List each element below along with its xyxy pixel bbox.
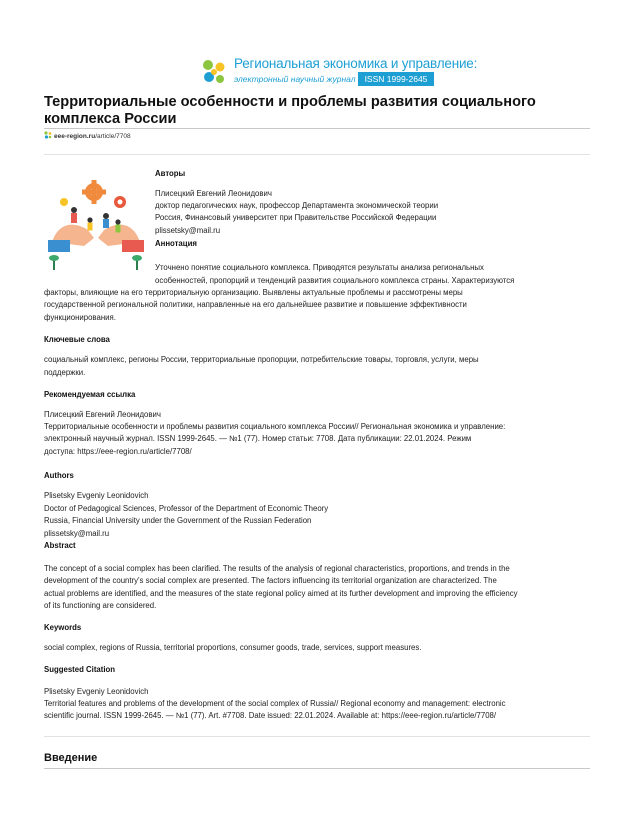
ru-citation-author: Плисецкий Евгений Леонидович bbox=[44, 410, 161, 419]
en-abstract-line: development of the country's social complex are presented. The factors influencing its territorial organization are characterized. The bbox=[44, 576, 497, 585]
ru-abstract-line: особенностей, пропорций и тенденций развития социального комплекса страны. Характеризуются bbox=[155, 276, 515, 285]
small-gear-icon bbox=[114, 196, 126, 208]
url-host: eee-region.ru bbox=[54, 133, 96, 140]
ru-abstract-line: функционирования. bbox=[44, 313, 116, 322]
journal-logo[interactable] bbox=[200, 56, 478, 88]
en-author-name: Plisetsky Evgeniy Leonidovich bbox=[44, 491, 149, 500]
en-authors-heading: Authors bbox=[44, 471, 74, 480]
ru-abstract-line: государственной региональной политики, направленные на его дальнейшее развитие и повышение эффективности bbox=[44, 300, 467, 309]
article-illustration bbox=[44, 172, 148, 272]
en-citation-heading: Suggested Citation bbox=[44, 665, 116, 674]
en-abstract-line: of its functioning are considered. bbox=[44, 601, 157, 610]
ru-abstract-line: факторы, влияющие на его территориальную организацию. Выявлены актуальные проблемы и рассмотрены меры bbox=[44, 288, 463, 297]
en-citation-line[interactable]: scientific journal. ISSN 1999-2645. — №1 (77). Art. #7708. Date issued: 22.01.2024. Available at: https://eee-region.ru/article/7708/ bbox=[44, 711, 497, 720]
journal-issn-badge: ISSN 1999-2645 bbox=[358, 72, 434, 86]
section-heading: Введение bbox=[44, 752, 98, 764]
ru-author-affiliation: Россия, Финансовый университет при Правительстве Российской Федерации bbox=[155, 213, 437, 222]
section-divider bbox=[44, 736, 590, 737]
journal-title: Региональная экономика и управление: bbox=[234, 56, 478, 71]
ru-author-email[interactable]: plissetsky@mail.ru bbox=[155, 226, 221, 235]
url-divider bbox=[44, 154, 590, 155]
en-author-affiliation: Russia, Financial University under the Government of the Russian Federation bbox=[44, 516, 312, 525]
journal-logo-icon bbox=[200, 58, 228, 86]
gear-icon bbox=[82, 180, 106, 204]
plant-icon bbox=[49, 255, 142, 270]
en-author-email[interactable]: plissetsky@mail.ru bbox=[44, 529, 110, 538]
ru-abstract-line: Уточнено понятие социального комплекса. Приводятся результаты анализа региональных bbox=[155, 263, 484, 272]
en-abstract-line: actual problems are identified, and the measures of the state regional policy aimed at its further development and improving the efficiency bbox=[44, 589, 518, 598]
ru-citation-line: Территориальные особенности и проблемы развития социального комплекса России// Региональная экономика и управление: bbox=[44, 422, 506, 431]
en-citation-author: Plisetsky Evgeniy Leonidovich bbox=[44, 687, 149, 696]
ru-citation-line: электронный научный журнал. ISSN 1999-2645. — №1 (77). Номер статьи: 7708. Дата публикации: 22.01.2024. Режим bbox=[44, 434, 472, 443]
ru-keywords-line: социальный комплекс, регионы России, территориальные пропорции, потребительские товары, торговля, услуги, меры bbox=[44, 355, 479, 364]
article-title: Территориальные особенности и проблемы развития социального комплекса России bbox=[44, 94, 536, 127]
en-abstract-line: The concept of a social complex has been clarified. The results of the analysis of regional characteristics, proportions, and trends in the bbox=[44, 564, 510, 573]
site-favicon-icon bbox=[44, 131, 52, 139]
en-citation-line: Territorial features and problems of the development of the social complex of Russia// Regional economy and management: electronic bbox=[44, 699, 506, 708]
title-divider bbox=[44, 128, 590, 129]
en-keywords-heading: Keywords bbox=[44, 623, 82, 632]
url-path: /article/7708 bbox=[95, 133, 131, 140]
ru-authors-heading: Авторы bbox=[155, 169, 186, 178]
ru-author-name: Плисецкий Евгений Леонидович bbox=[155, 189, 272, 198]
ru-keywords-heading: Ключевые слова bbox=[44, 335, 110, 344]
journal-subtitle: электронный научный журнал bbox=[234, 74, 356, 84]
ru-author-degree: доктор педагогических наук, профессор Департамента экономической теории bbox=[155, 201, 439, 210]
ru-citation-heading: Рекомендуемая ссылка bbox=[44, 390, 136, 399]
en-abstract-heading: Abstract bbox=[44, 541, 76, 550]
ru-abstract-heading: Аннотация bbox=[155, 239, 197, 248]
ru-citation-line[interactable]: доступа: https://eee-region.ru/article/7708/ bbox=[44, 447, 192, 456]
en-author-degree: Doctor of Pedagogical Sciences, Professor of the Department of Economic Theory bbox=[44, 504, 329, 513]
article-url[interactable] bbox=[44, 131, 131, 140]
section-heading-underline bbox=[44, 768, 590, 769]
en-keywords-line: social complex, regions of Russia, territorial proportions, consumer goods, trade, services, support measures. bbox=[44, 643, 422, 652]
ru-keywords-line: поддержки. bbox=[44, 368, 86, 377]
